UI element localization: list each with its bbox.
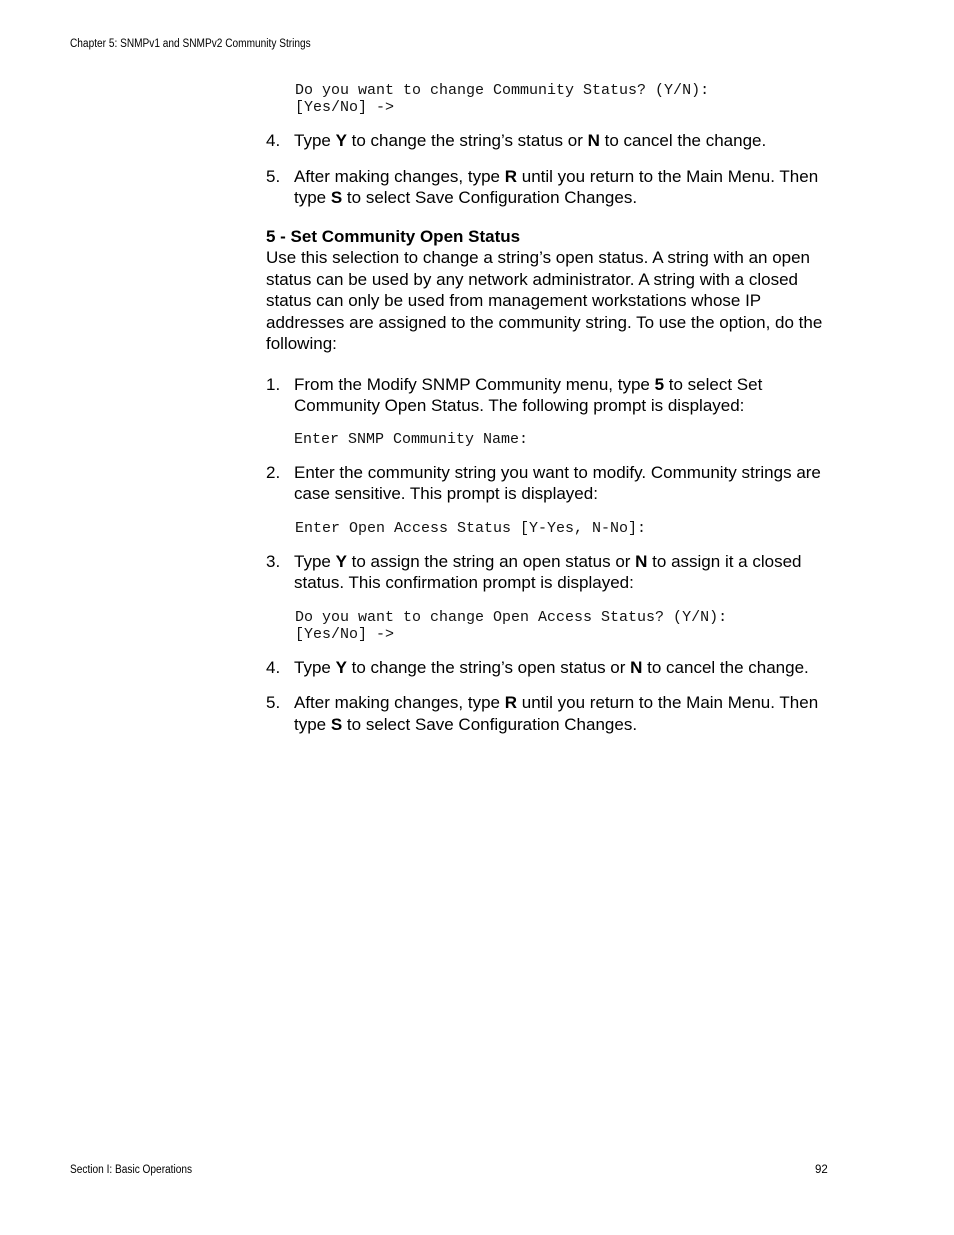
code-line: Do you want to change Open Access Status? (Y/N):	[295, 608, 728, 626]
step-text: After making changes, type R until you return to the Main Menu. Then type S to select Save Configuration Changes.	[294, 693, 819, 734]
document-body	[266, 80, 834, 735]
code-line: [Yes/No] ->	[295, 625, 395, 643]
step-text: After making changes, type R until you return to the Main Menu. Then type S to select Save Configuration Changes.	[294, 166, 819, 207]
step-number: 5.	[266, 693, 281, 712]
code-line: [Yes/No] ->	[295, 99, 395, 116]
step-text: Type Y to assign the string an open status or N to assign it a closed status. This confirmation prompt is displayed:	[294, 551, 802, 592]
code-block-open-access-confirm	[295, 609, 834, 643]
running-footer: Section I: Basic Operations	[70, 1164, 193, 1176]
step-text: Enter the community string you want to modify. Community strings are case sensitive. This prompt is displayed:	[294, 462, 821, 503]
step-3	[266, 551, 834, 594]
code-block-community-name: Enter SNMP Community Name:	[294, 430, 529, 448]
code-block-community-status	[295, 82, 834, 116]
step-number: 5.	[266, 166, 281, 186]
code-block-open-access: Enter Open Access Status [Y-Yes, N-No]:	[295, 519, 647, 537]
section-intro: Use this selection to change a string’s open status. A string with an open status can be used by any network administrator. A string with a closed status can only be used from management workstations whose IP addresses are assigned to the community string. To use the option, do the following:	[266, 248, 823, 353]
section-heading: 5 - Set Community Open Status	[266, 226, 521, 246]
code-line: Do you want to change Community Status? (Y/N):	[295, 82, 710, 99]
page-number: 92	[815, 1164, 828, 1176]
step-number: 3.	[266, 551, 281, 571]
step-text: Type Y to change the string’s status or N to cancel the change.	[294, 131, 767, 150]
step-5	[266, 692, 834, 735]
step-2	[266, 462, 834, 505]
step-number: 1.	[266, 374, 281, 394]
running-header: Chapter 5: SNMPv1 and SNMPv2 Community Strings	[70, 38, 311, 50]
step-number: 4.	[266, 657, 281, 677]
step-4-top	[266, 130, 834, 152]
step-5-top	[266, 166, 834, 209]
step-1	[266, 374, 834, 417]
step-number: 2.	[266, 462, 281, 482]
step-number: 4.	[266, 131, 281, 150]
step-4	[266, 657, 834, 679]
step-text: Type Y to change the string’s open status or N to cancel the change.	[294, 657, 809, 677]
step-text: From the Modify SNMP Community menu, type 5 to select Set Community Open Status. The following prompt is displayed:	[294, 374, 763, 415]
